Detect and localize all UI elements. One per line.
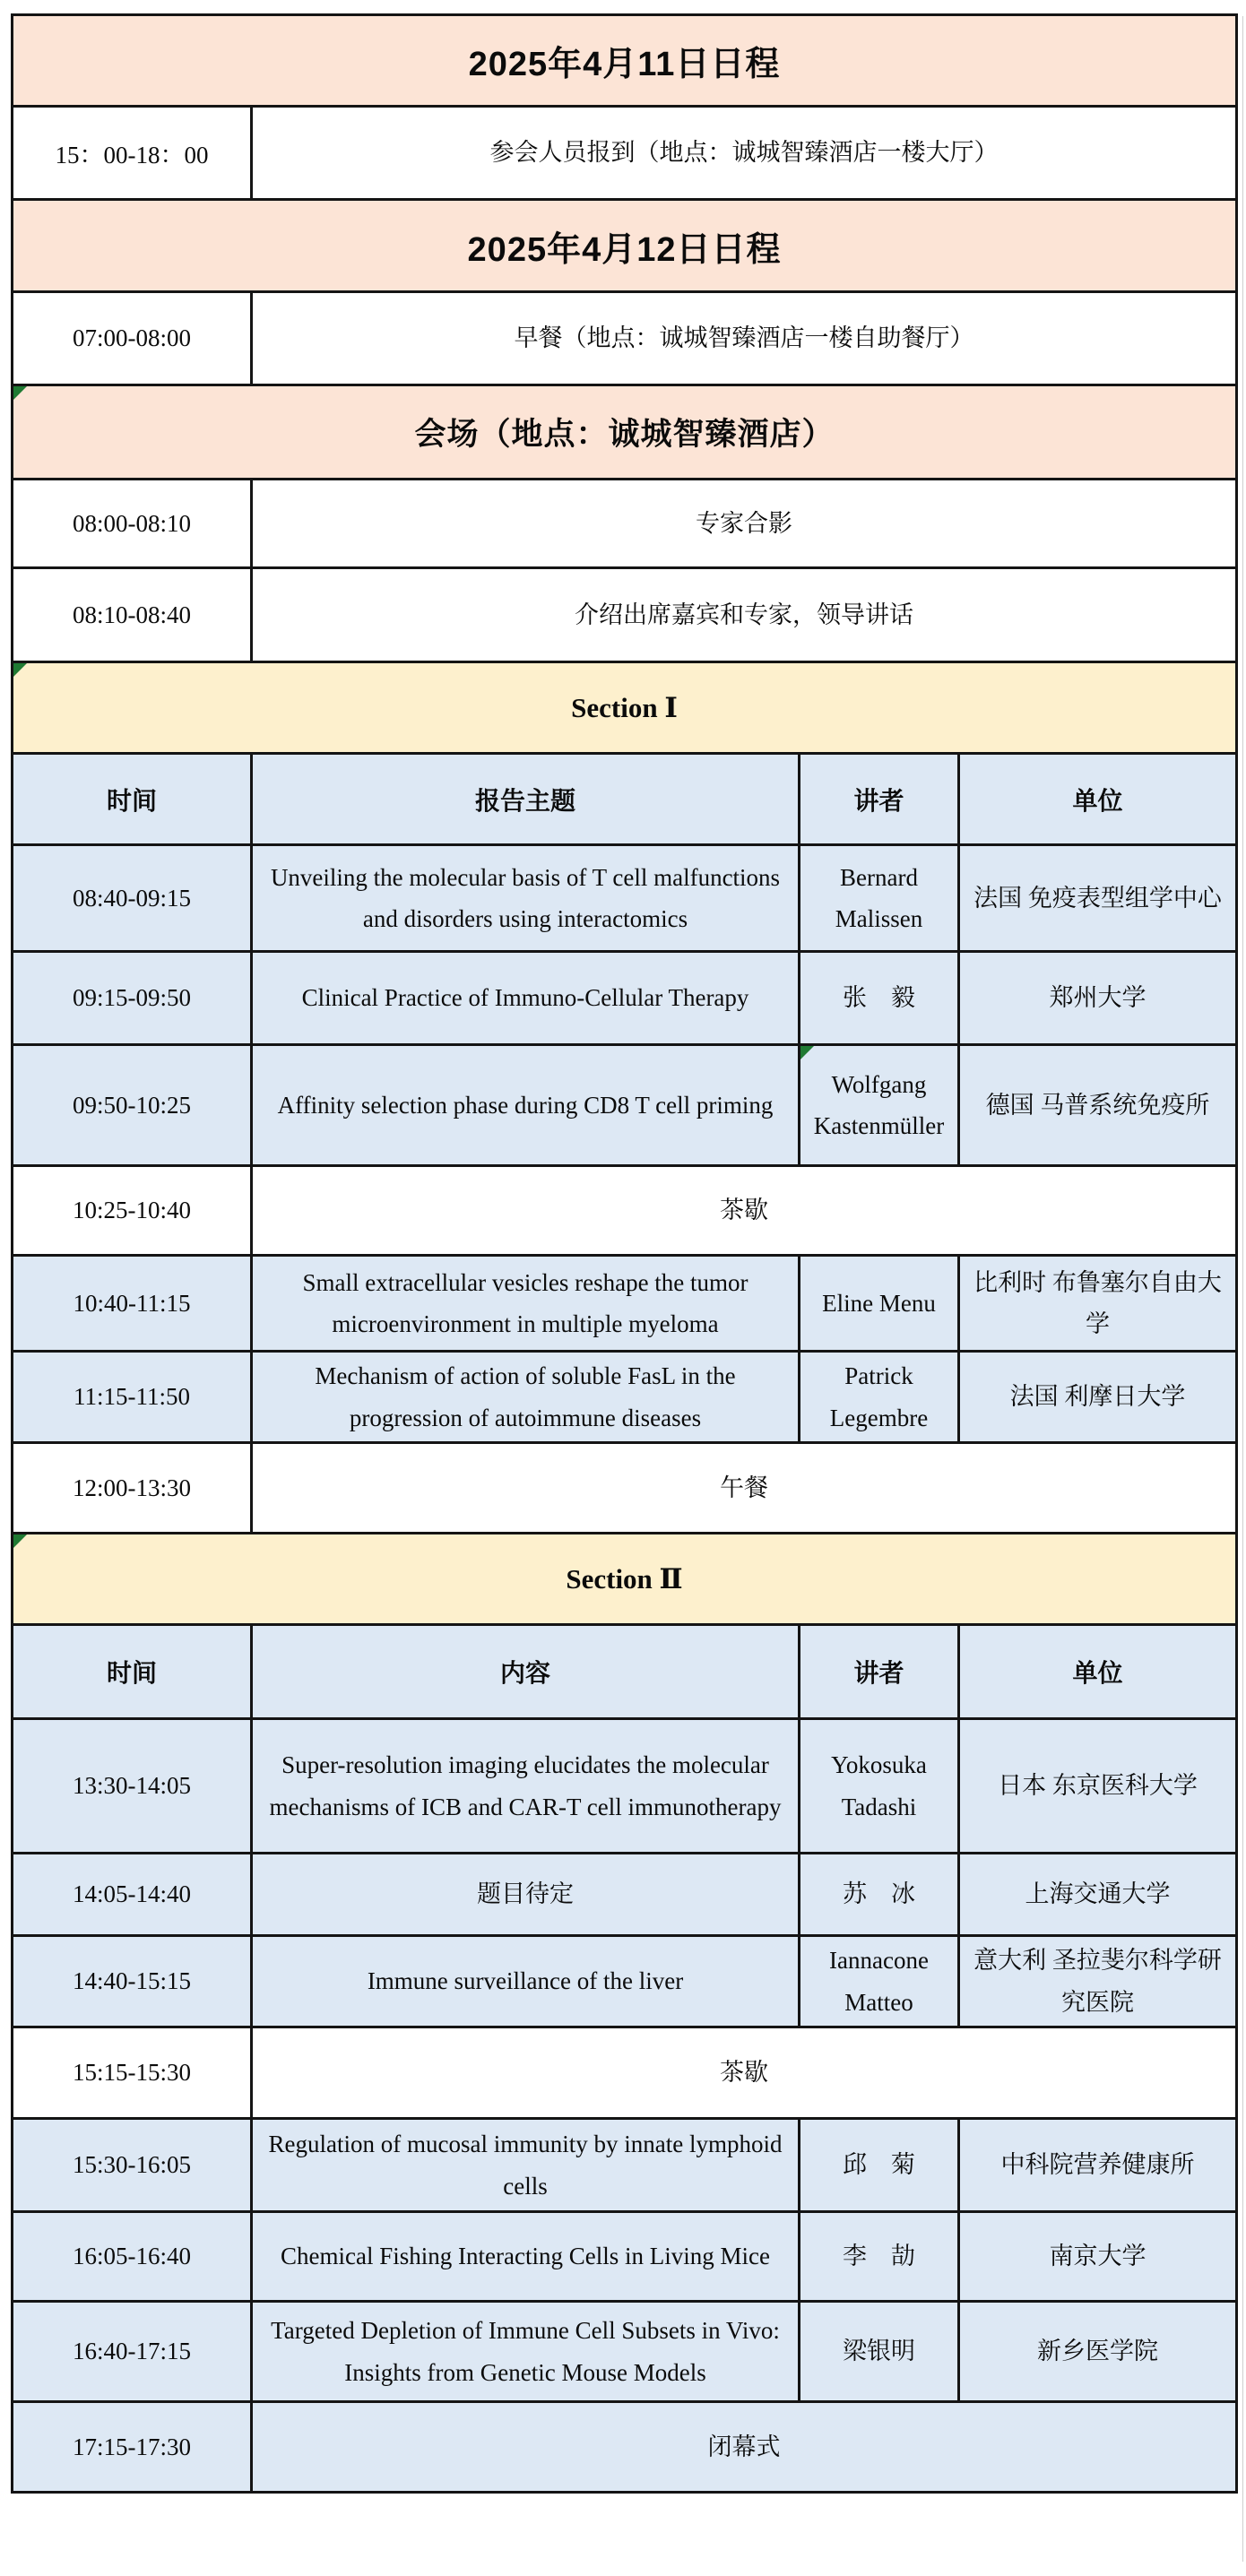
speaker-cell: Eline Menu — [800, 1256, 959, 1352]
affiliation-cell: 意大利 圣拉斐尔科学研究医院 — [959, 1936, 1237, 2027]
content-cell: 早餐（地点：诚城智臻酒店一楼自助餐厅） — [252, 292, 1237, 385]
speaker-cell: 苏 冰 — [800, 1854, 959, 1936]
time-cell: 10:40-11:15 — [13, 1256, 252, 1352]
content-cell: 茶歇 — [252, 1166, 1237, 1256]
green-corner-marker — [800, 1046, 814, 1059]
speaker-cell: Patrick Legembre — [800, 1352, 959, 1443]
affiliation-cell: 郑州大学 — [959, 952, 1237, 1045]
speaker-cell: 梁银明 — [800, 2302, 959, 2402]
col-header-topic: 内容 — [252, 1625, 800, 1719]
content-cell: 茶歇 — [252, 2027, 1237, 2119]
day2-title: 2025年4月12日日程 — [467, 230, 782, 269]
time-cell: 09:15-09:50 — [13, 952, 252, 1045]
talk-row-zhang-yi — [13, 952, 1237, 1045]
affiliation-cell: 南京大学 — [959, 2212, 1237, 2302]
breakfast-row — [13, 292, 1237, 385]
topic-cell: Unveiling the molecular basis of T cell malfunctions and disorders using interactomics — [252, 845, 800, 952]
spreadsheet-gridline — [1242, 16, 1243, 2562]
lunch-row — [13, 1443, 1237, 1534]
day2-banner-cell — [13, 200, 1237, 292]
topic-cell: Clinical Practice of Immuno-Cellular Therapy — [252, 952, 800, 1045]
topic-cell: 题目待定 — [252, 1854, 800, 1936]
topic-cell: Immune surveillance of the liver — [252, 1936, 800, 2027]
venue-banner-row — [13, 385, 1237, 480]
time-cell: 15:15-15:30 — [13, 2027, 252, 2119]
tea-break-row-1 — [13, 1166, 1237, 1256]
topic-cell: Super-resolution imaging elucidates the molecular mechanisms of ICB and CAR-T cell immunotherapy — [252, 1719, 800, 1854]
content-cell: 参会人员报到（地点：诚城智臻酒店一楼大厅） — [252, 107, 1237, 200]
affiliation-cell: 中科院营养健康所 — [959, 2119, 1237, 2212]
talk-row-qiu-ju — [13, 2119, 1237, 2212]
section1-banner-row — [13, 662, 1237, 754]
affiliation-cell: 比利时 布鲁塞尔自由大学 — [959, 1256, 1237, 1352]
talk-row-malissen — [13, 845, 1237, 952]
col-header-org: 单位 — [959, 754, 1237, 845]
section2-title: Section Ⅱ — [566, 1562, 683, 1595]
affiliation-cell: 上海交通大学 — [959, 1854, 1237, 1936]
col-header-org: 单位 — [959, 1625, 1237, 1719]
col-header-speaker: 讲者 — [800, 754, 959, 845]
talk-row-liang-yinming — [13, 2302, 1237, 2402]
opening-row — [13, 568, 1237, 662]
col-header-time: 时间 — [13, 754, 252, 845]
section1-header-row — [13, 754, 1237, 845]
time-cell: 12:00-13:30 — [13, 1443, 252, 1534]
green-corner-marker — [13, 386, 27, 400]
talk-row-kastenmuller — [13, 1045, 1237, 1166]
green-corner-marker — [13, 1534, 27, 1548]
time-cell: 17:15-17:30 — [13, 2402, 252, 2493]
content-cell: 午餐 — [252, 1443, 1237, 1534]
time-cell: 14:40-15:15 — [13, 1936, 252, 2027]
day1-title: 2025年4月11日日程 — [468, 46, 781, 83]
photo-row — [13, 480, 1237, 568]
time-cell: 15:30-16:05 — [13, 2119, 252, 2212]
affiliation-cell: 日本 东京医科大学 — [959, 1719, 1237, 1854]
affiliation-cell: 法国 利摩日大学 — [959, 1352, 1237, 1443]
time-cell: 15：00-18：00 — [13, 107, 252, 200]
col-header-time: 时间 — [13, 1625, 252, 1719]
green-corner-marker — [13, 663, 27, 677]
affiliation-cell: 德国 马普系统免疫所 — [959, 1045, 1237, 1166]
section1-banner-cell — [13, 662, 1237, 754]
time-cell: 14:05-14:40 — [13, 1854, 252, 1936]
topic-cell: Regulation of mucosal immunity by innate lymphoid cells — [252, 2119, 800, 2212]
time-cell: 13:30-14:05 — [13, 1719, 252, 1854]
section2-header-row — [13, 1625, 1237, 1719]
time-cell: 11:15-11:50 — [13, 1352, 252, 1443]
time-cell: 16:05-16:40 — [13, 2212, 252, 2302]
talk-row-legembre — [13, 1352, 1237, 1443]
venue-title: 会场（地点：诚城智臻酒店） — [414, 417, 835, 452]
content-cell: 专家合影 — [252, 480, 1237, 568]
speaker-cell: Bernard Malissen — [800, 845, 959, 952]
talk-row-yokosuka — [13, 1719, 1237, 1854]
affiliation-cell: 法国 免疫表型组学中心 — [959, 845, 1237, 952]
affiliation-cell: 新乡医学院 — [959, 2302, 1237, 2402]
speaker-cell — [800, 1045, 959, 1166]
tea-break-row-2 — [13, 2027, 1237, 2119]
talk-row-li-jie — [13, 2212, 1237, 2302]
talk-row-menu — [13, 1256, 1237, 1352]
speaker-cell: 张 毅 — [800, 952, 959, 1045]
speaker-name: Wolfgang Kastenmüller — [813, 1070, 945, 1139]
time-cell: 08:40-09:15 — [13, 845, 252, 952]
banner-row-day2 — [13, 200, 1237, 292]
time-cell: 07:00-08:00 — [13, 292, 252, 385]
speaker-cell: 李 劼 — [800, 2212, 959, 2302]
content-cell: 介绍出席嘉宾和专家，领导讲话 — [252, 568, 1237, 662]
col-header-speaker: 讲者 — [800, 1625, 959, 1719]
section2-banner-cell — [13, 1534, 1237, 1625]
speaker-cell: 邱 菊 — [800, 2119, 959, 2212]
topic-cell: Targeted Depletion of Immune Cell Subsets in Vivo: Insights from Genetic Mouse Models — [252, 2302, 800, 2402]
speaker-cell: Iannacone Matteo — [800, 1936, 959, 2027]
time-cell: 08:10-08:40 — [13, 568, 252, 662]
conference-agenda-table — [11, 13, 1238, 2494]
closing-row — [13, 2402, 1237, 2493]
day1-banner-cell — [13, 15, 1237, 107]
banner-row-day1 — [13, 15, 1237, 107]
registration-row — [13, 107, 1237, 200]
col-header-topic: 报告主题 — [252, 754, 800, 845]
talk-row-iannacone — [13, 1936, 1237, 2027]
speaker-cell: Yokosuka Tadashi — [800, 1719, 959, 1854]
time-cell: 10:25-10:40 — [13, 1166, 252, 1256]
content-cell: 闭幕式 — [252, 2402, 1237, 2493]
topic-cell: Mechanism of action of soluble FasL in the progression of autoimmune diseases — [252, 1352, 800, 1443]
topic-cell: Chemical Fishing Interacting Cells in Living Mice — [252, 2212, 800, 2302]
time-cell: 16:40-17:15 — [13, 2302, 252, 2402]
section1-title: Section Ⅰ — [571, 691, 678, 723]
topic-cell: Affinity selection phase during CD8 T cell priming — [252, 1045, 800, 1166]
time-cell: 09:50-10:25 — [13, 1045, 252, 1166]
topic-cell: Small extracellular vesicles reshape the tumor microenvironment in multiple myeloma — [252, 1256, 800, 1352]
time-cell: 08:00-08:10 — [13, 480, 252, 568]
talk-row-su-bing — [13, 1854, 1237, 1936]
section2-banner-row — [13, 1534, 1237, 1625]
venue-banner-cell — [13, 385, 1237, 480]
